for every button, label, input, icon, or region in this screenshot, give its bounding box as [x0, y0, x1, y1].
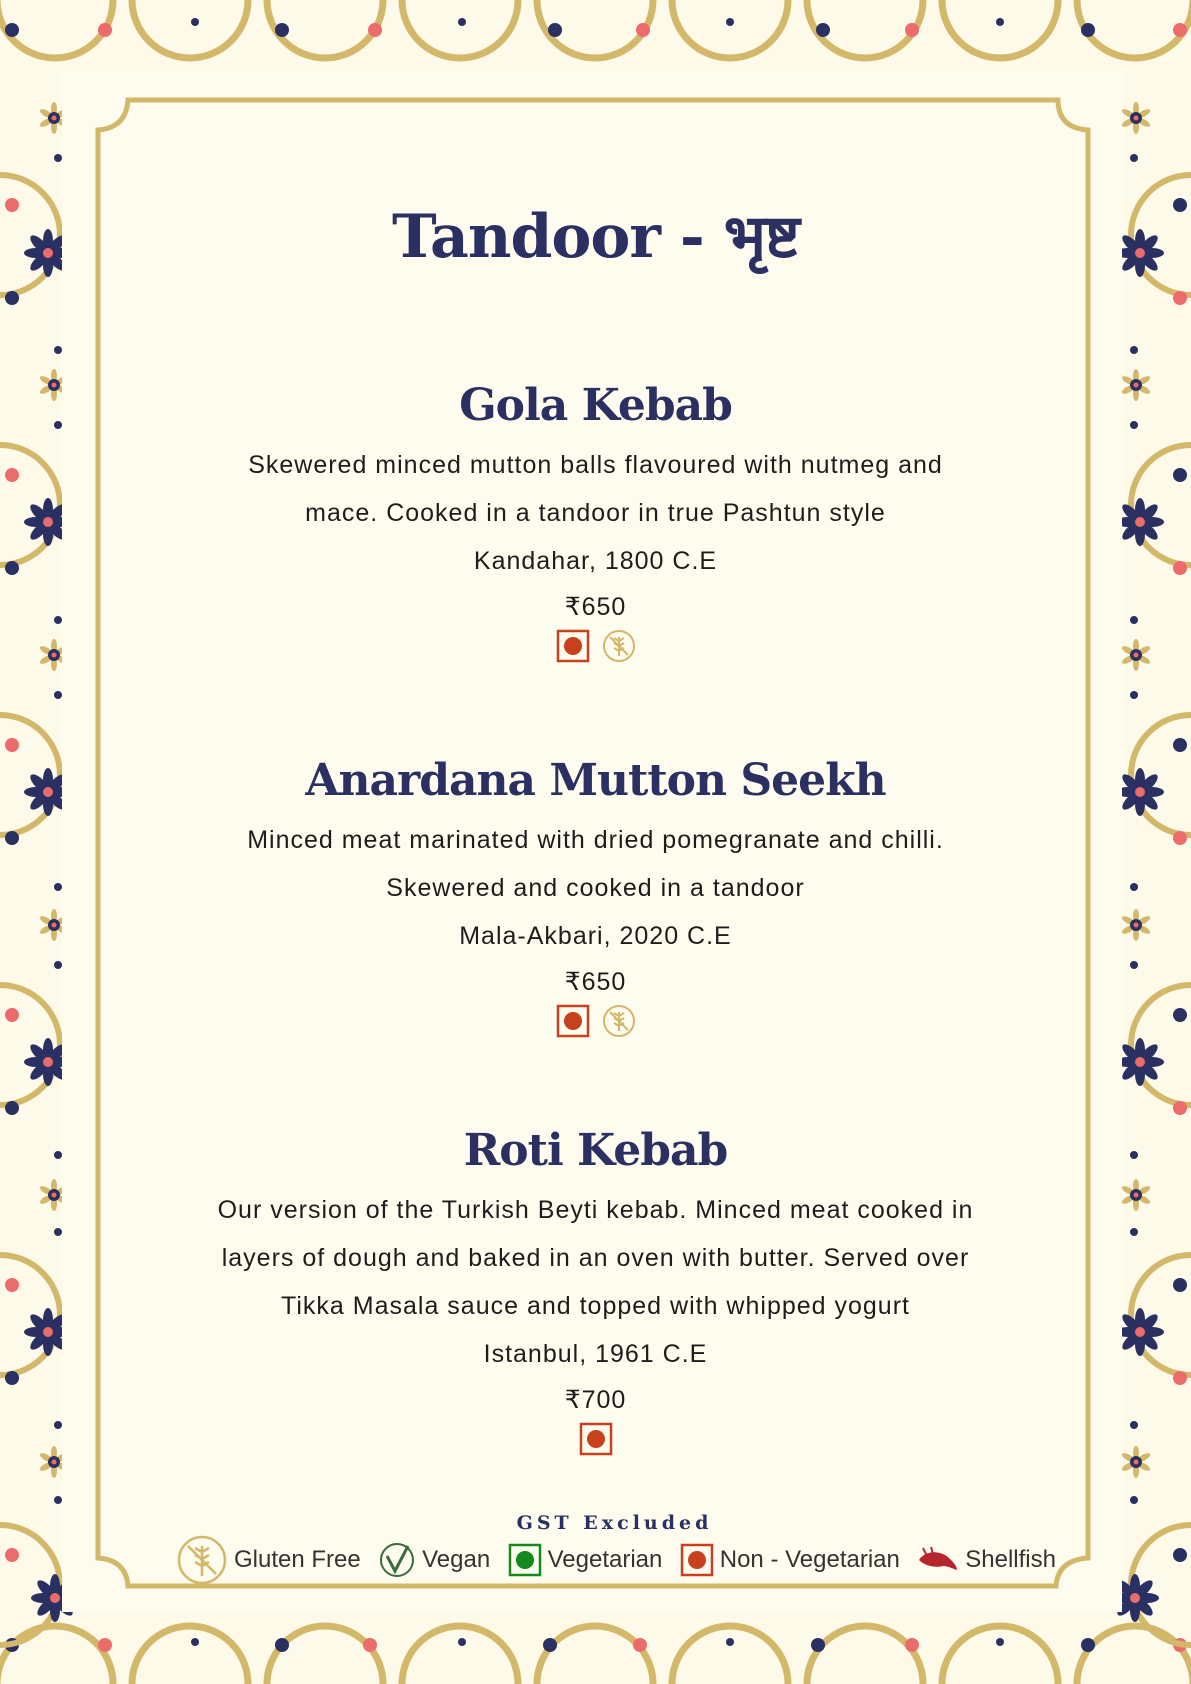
item-name: Anardana Mutton Seekh	[305, 755, 886, 806]
legend-label: Vegan	[422, 1546, 491, 1573]
item-description-line: layers of dough and baked in an oven with butter. Served over	[221, 1244, 970, 1272]
item-name: Roti Kebab	[463, 1125, 728, 1176]
legend-non-vegetarian	[680, 1543, 900, 1577]
item-description-line: Our version of the Turkish Beyti kebab. Minced meat cooked in	[217, 1196, 974, 1224]
gluten-free-icon	[602, 629, 636, 663]
item-origin: Istanbul, 1961 C.E	[483, 1340, 708, 1368]
legend-label: Non - Vegetarian	[719, 1546, 900, 1573]
item-price: ₹650	[564, 593, 627, 621]
vegetarian-icon	[508, 1543, 542, 1577]
legend-shellfish	[917, 1546, 1056, 1574]
non-vegetarian-icon	[556, 629, 590, 663]
item-price: ₹700	[564, 1386, 627, 1414]
legend-vegan	[378, 1541, 490, 1579]
menu-item	[160, 1125, 1031, 1456]
vegan-icon	[378, 1541, 416, 1579]
legend-vegetarian	[508, 1543, 663, 1577]
non-vegetarian-icon	[556, 1004, 590, 1038]
item-name: Gola Kebab	[459, 380, 732, 431]
gluten-free-icon	[176, 1534, 228, 1586]
item-origin: Kandahar, 1800 C.E	[473, 547, 718, 575]
menu-item	[160, 755, 1031, 1038]
dietary-legend	[176, 1534, 1056, 1586]
gluten-free-icon	[602, 1004, 636, 1038]
dietary-badges	[160, 1004, 1031, 1038]
item-description-line: Minced meat marinated with dried pomegranate and chilli.	[247, 826, 944, 854]
non-vegetarian-icon	[680, 1543, 714, 1577]
legend-gluten-free	[176, 1534, 361, 1586]
legend-label: Gluten Free	[234, 1546, 361, 1573]
legend-label: Vegetarian	[547, 1546, 663, 1573]
legend-label: Shellfish	[965, 1546, 1056, 1573]
menu-item	[160, 380, 1031, 663]
non-vegetarian-icon	[579, 1422, 613, 1456]
item-description-line: Tikka Masala sauce and topped with whipped yogurt	[281, 1292, 910, 1320]
dietary-badges	[160, 629, 1031, 663]
page-title: Tandoor - भृष्ट	[392, 202, 799, 272]
gst-note: GST Excluded	[516, 1512, 713, 1534]
item-description-line: mace. Cooked in a tandoor in true Pashtun style	[305, 499, 886, 527]
item-price: ₹650	[564, 968, 627, 996]
item-description-line: Skewered and cooked in a tandoor	[386, 874, 805, 902]
item-description-line: Skewered minced mutton balls flavoured with nutmeg and	[248, 451, 943, 479]
dietary-badges	[160, 1422, 1031, 1456]
item-origin: Mala-Akbari, 2020 C.E	[459, 922, 732, 950]
shellfish-icon	[917, 1546, 959, 1574]
